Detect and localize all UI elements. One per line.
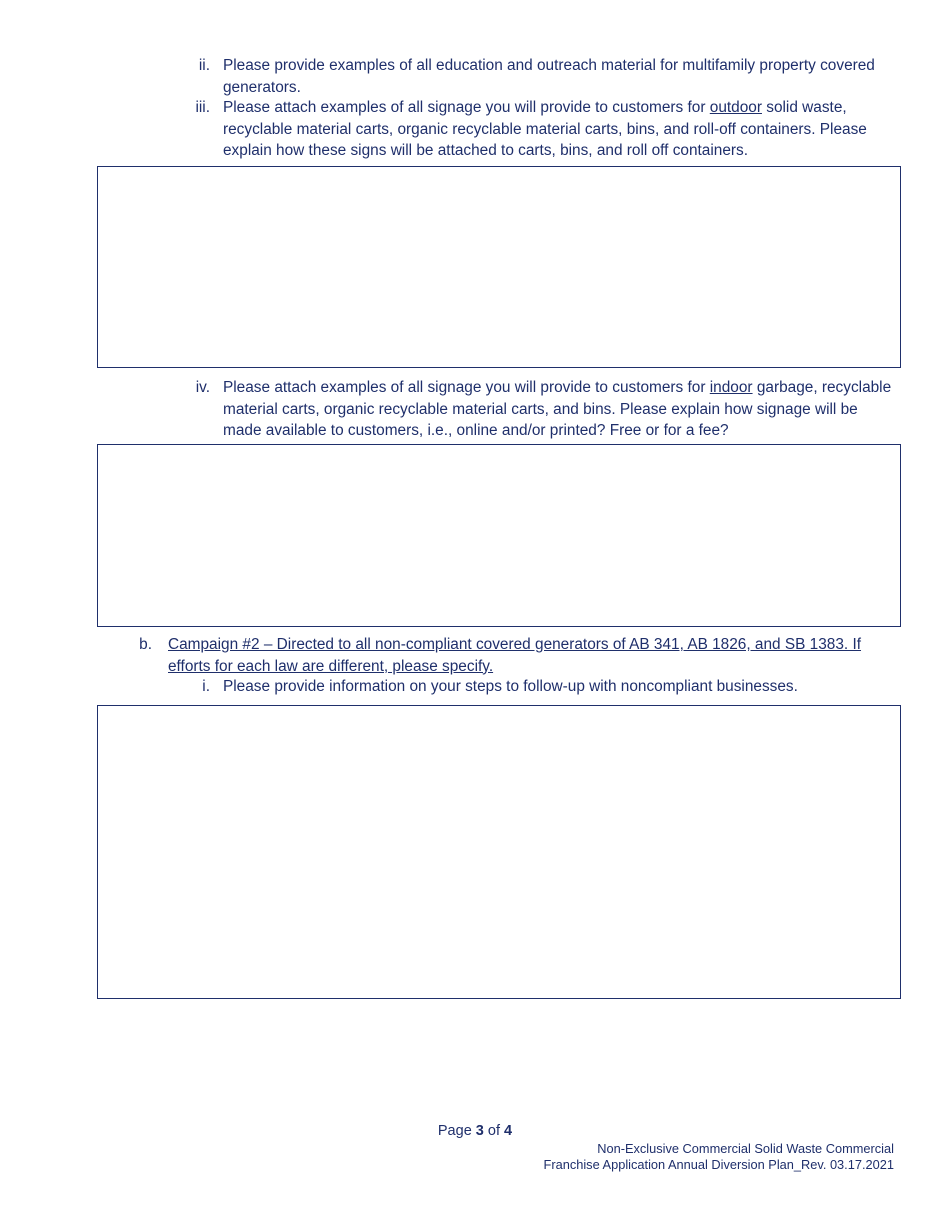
item-iii-text (223, 97, 888, 162)
item-iv-numeral: iv. (195, 379, 210, 396)
footer-line-1: Non-Exclusive Commercial Solid Waste Commercial (597, 1141, 894, 1156)
item-iii-numeral: iii. (195, 99, 210, 116)
page-number (0, 1121, 950, 1143)
item-b-letter: b. (139, 636, 152, 653)
item-iii-text-after: solid waste, recyclable material carts, organic recyclable material carts, bins, and roll-off containers. Please explain how these signs will be attached to carts, bins, and roll off containers. (223, 99, 867, 159)
item-iv-text-before: Please attach examples of all signage you will provide to customers for (223, 379, 710, 396)
item-ii-numeral: ii. (198, 57, 210, 74)
item-iv-text-after: garbage, recyclable material carts, organic recyclable material carts, and bins. Please explain how signage will be made available to customers, i.e., online and/or printed? Free or for a fee? (223, 379, 892, 439)
item-b-i-text: Please provide information on your steps to follow-up with noncompliant businesses. (223, 678, 798, 695)
item-b-text: Campaign #2 – Directed to all non-compliant covered generators of AB 341, AB 1826, and SB 1383. If efforts for each law are different, please specify. (168, 636, 862, 675)
footer-line-2: Franchise Application Annual Diversion Plan_Rev. 03.17.2021 (543, 1157, 894, 1172)
page-of: of (487, 1123, 500, 1139)
item-iii-text-before: Please attach examples of all signage you will provide to customers for (223, 99, 710, 116)
item-iv-text (223, 377, 893, 442)
item-iii-underlined: outdoor (709, 99, 762, 116)
item-b-i-numeral: i. (202, 678, 210, 695)
page-current: 3 (475, 1123, 484, 1139)
answer-box-iii[interactable] (97, 166, 901, 368)
item-ii-text: Please provide examples of all education and outreach material for multifamily property covered generators. (223, 57, 875, 96)
page-word: Page (437, 1123, 472, 1139)
answer-box-b-i[interactable] (97, 705, 901, 999)
item-iv-underlined: indoor (709, 379, 753, 396)
page-total: 4 (504, 1123, 513, 1139)
answer-box-iv[interactable] (97, 444, 901, 627)
document-footer (544, 1141, 894, 1173)
